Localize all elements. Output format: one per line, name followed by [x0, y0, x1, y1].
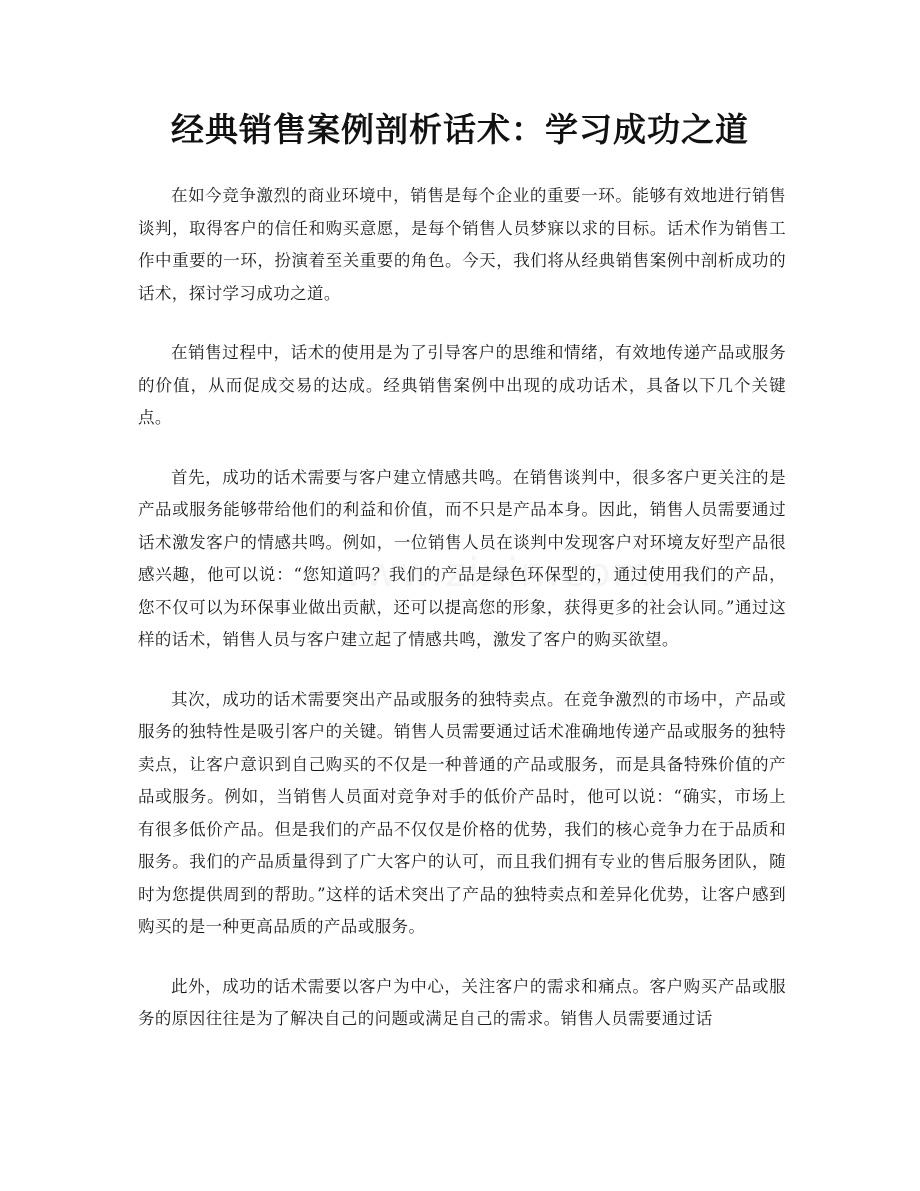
paragraph: 在销售过程中，话术的使用是为了引导客户的思维和情绪，有效地传递产品或服务的价值，从而促成交易的达成。经典销售案例中出现的成功话术，具备以下几个关键点。	[138, 343, 786, 427]
document-body	[138, 180, 786, 1063]
paragraph: 首先，成功的话术需要与客户建立情感共鸣。在销售谈判中，很多客户更关注的是产品或服务能够带给他们的利益和价值，而不只是产品本身。因此，销售人员需要通过话术激发客户的情感共鸣。例如，一位销售人员在谈判中发现客户对环境友好型产品很感兴趣，他可以说：“您知道吗？我们的产品是绿色环保型的，通过使用我们的产品，您不仅可以为环保事业做出贡献，还可以提高您的形象，获得更多的社会认同。”通过这样的话术，销售人员与客户建立起了情感共鸣，激发了客户的购买欲望。	[138, 467, 786, 649]
paragraph: 此外，成功的话术需要以客户为中心，关注客户的需求和痛点。客户购买产品或服务的原因往往是为了解决自己的问题或满足自己的需求。销售人员需要通过话	[138, 976, 786, 1028]
paragraph: 其次，成功的话术需要突出产品或服务的独特卖点。在竞争激烈的市场中，产品或服务的独特性是吸引客户的关键。销售人员需要通过话术准确地传递产品或服务的独特卖点，让客户意识到自己购买的不仅是一种普通的产品或服务，而是具备特殊价值的产品或服务。例如，当销售人员面对竞争对手的低价产品时，他可以说：“确实，市场上有很多低价产品。但是我们的产品不仅仅是价格的优势，我们的核心竞争力在于品质和服务。我们的产品质量得到了广大客户的认可，而且我们拥有专业的售后服务团队，随时为您提供周到的帮助。”这样的话术突出了产品的独特卖点和差异化优势，让客户感到购买的是一种更高品质的产品或服务。	[138, 689, 786, 936]
paragraph: 在如今竞争激烈的商业环境中，销售是每个企业的重要一环。能够有效地进行销售谈判，取得客户的信任和购买意愿，是每个销售人员梦寐以求的目标。话术作为销售工作中重要的一环，扮演着至关重要的角色。今天，我们将从经典销售案例中剖析成功的话术，探讨学习成功之道。	[138, 186, 786, 303]
document-title: 经典销售案例剖析话术：学习成功之道	[171, 110, 749, 149]
